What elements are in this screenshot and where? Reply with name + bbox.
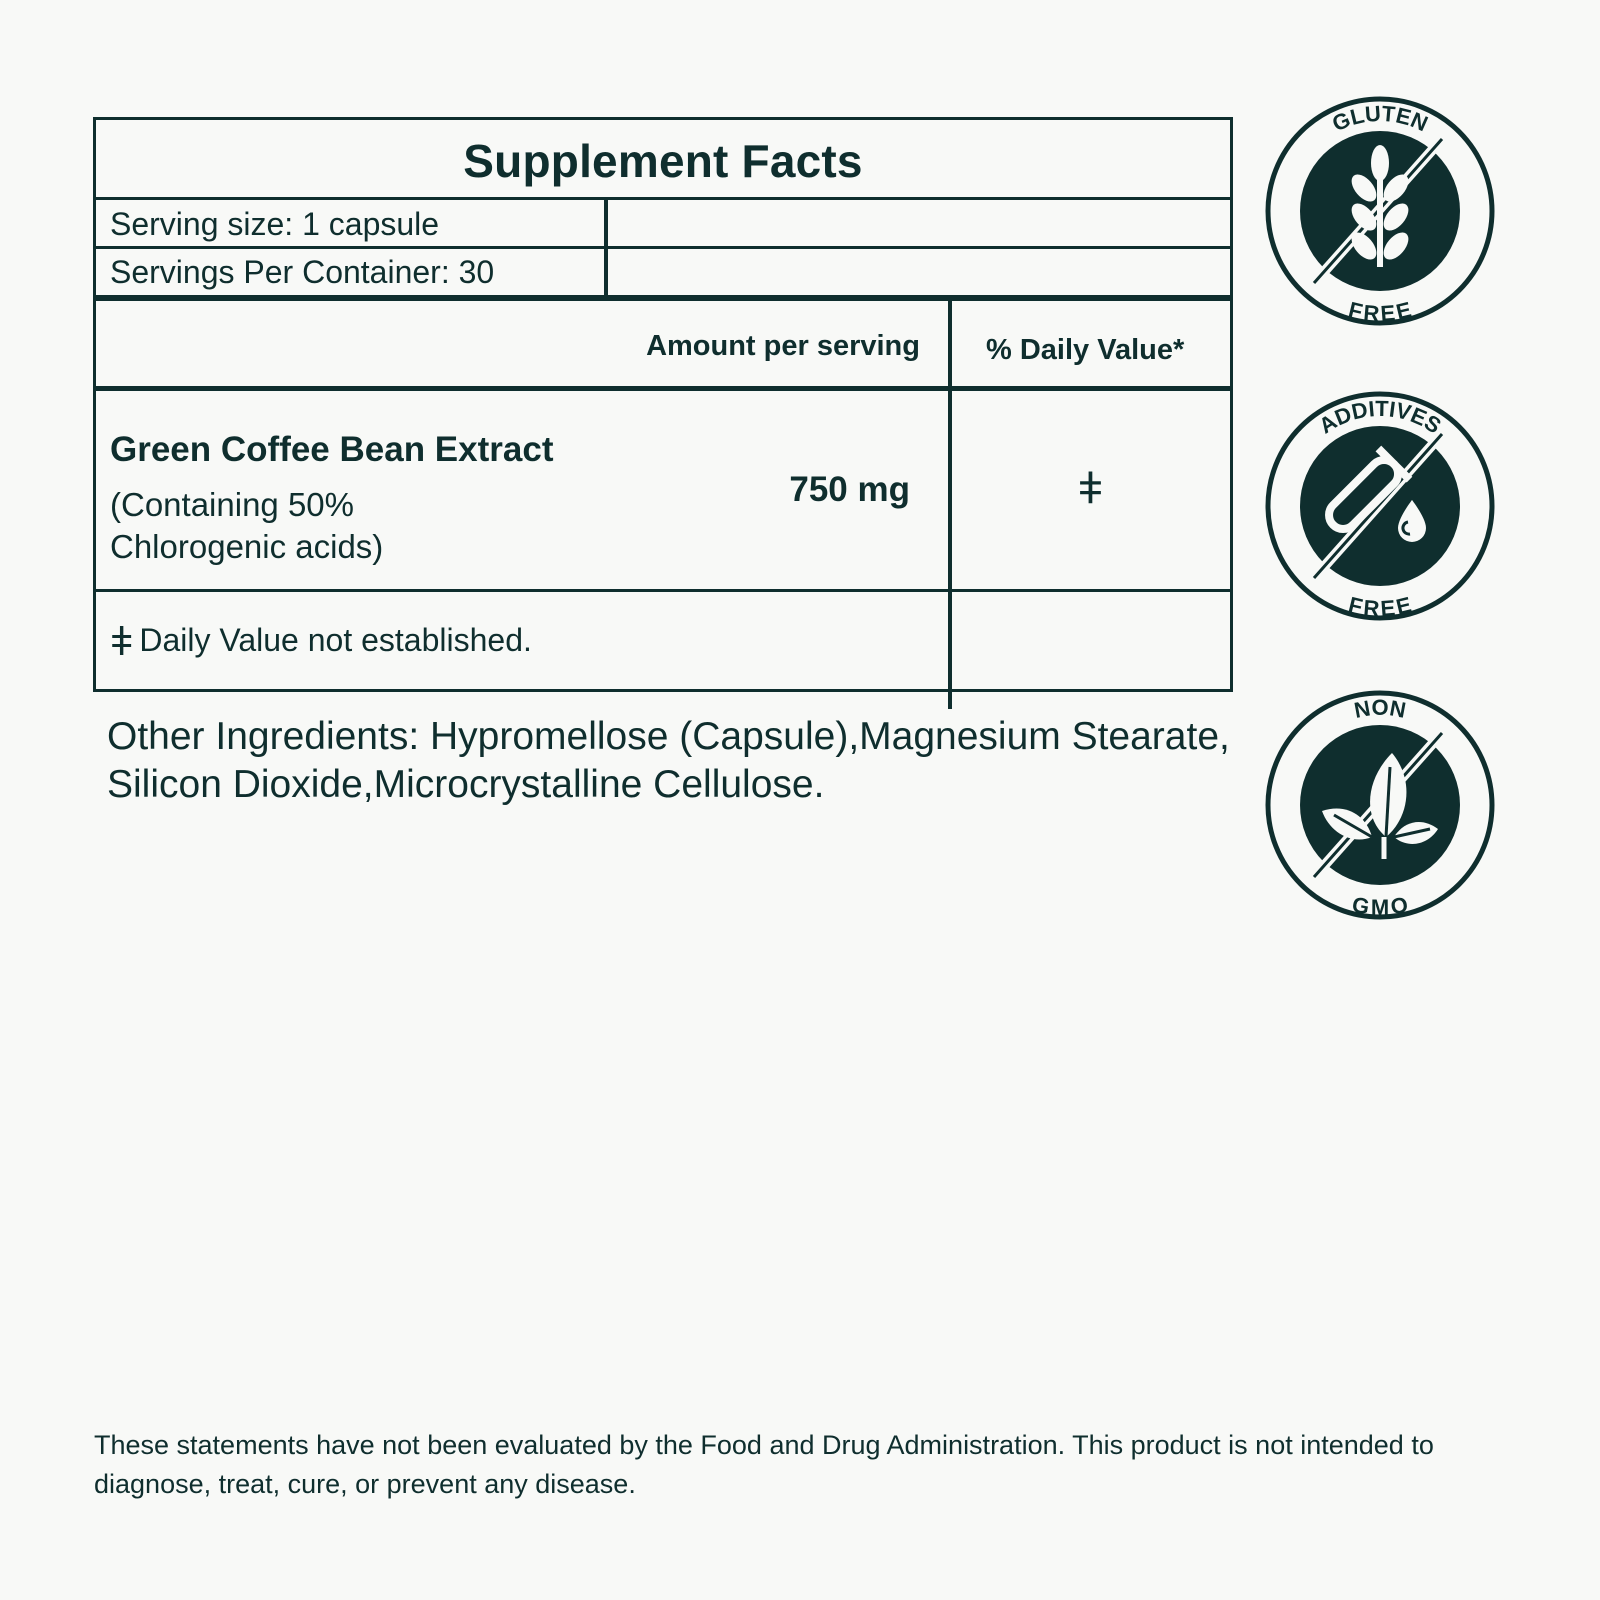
badge-top-text: NON (1352, 695, 1408, 723)
divider-thick (96, 295, 1230, 301)
header-daily-value: % Daily Value* (986, 334, 1185, 366)
other-ingredients: Other Ingredients: Hypromellose (Capsule),Magnesium Stearate, Silicon Dioxide,Microcrystalline Cellulose. (107, 715, 1230, 806)
divider (96, 246, 1230, 249)
serving-size: Serving size: 1 capsule (110, 206, 440, 242)
divider (96, 197, 1230, 200)
badge-bottom-text: GMO (1350, 891, 1410, 920)
footnote-text: Daily Value not established. (139, 622, 532, 658)
footnote (110, 620, 532, 665)
fda-disclaimer: These statements have not been evaluated by the Food and Drug Administration. This product is not intended to diagnose, treat, cure, or prevent any disease. (94, 1430, 1434, 1499)
additives-free-badge (1262, 388, 1498, 624)
supplement-facts-panel (93, 117, 1233, 692)
ingredient-name: Green Coffee Bean Extract (110, 430, 554, 469)
badge-bottom-text: FREE (1346, 591, 1414, 622)
divider (604, 197, 608, 295)
divider (96, 386, 1230, 391)
servings-per-container: Servings Per Container: 30 (110, 254, 495, 290)
badge-top-text: GLUTEN (1328, 100, 1432, 137)
ingredient-detail: (Containing 50% Chlorogenic acids) (110, 486, 384, 565)
ingredient-daily-value: ǂ (1077, 464, 1104, 513)
dagger-symbol: ǂ (110, 620, 134, 664)
svg-text:GMO (1350, 892, 1410, 920)
svg-text:NON (1352, 695, 1408, 723)
badge-bottom-text: FREE (1346, 296, 1414, 327)
panel-title: Supplement Facts (463, 135, 863, 187)
badge-top-text: ADDITIVES (1314, 395, 1446, 439)
gluten-free-badge (1262, 93, 1498, 329)
non-gmo-badge (1262, 687, 1498, 923)
header-amount: Amount per serving (646, 330, 920, 362)
ingredient-amount: 750 mg (789, 470, 910, 509)
divider (96, 589, 1230, 592)
